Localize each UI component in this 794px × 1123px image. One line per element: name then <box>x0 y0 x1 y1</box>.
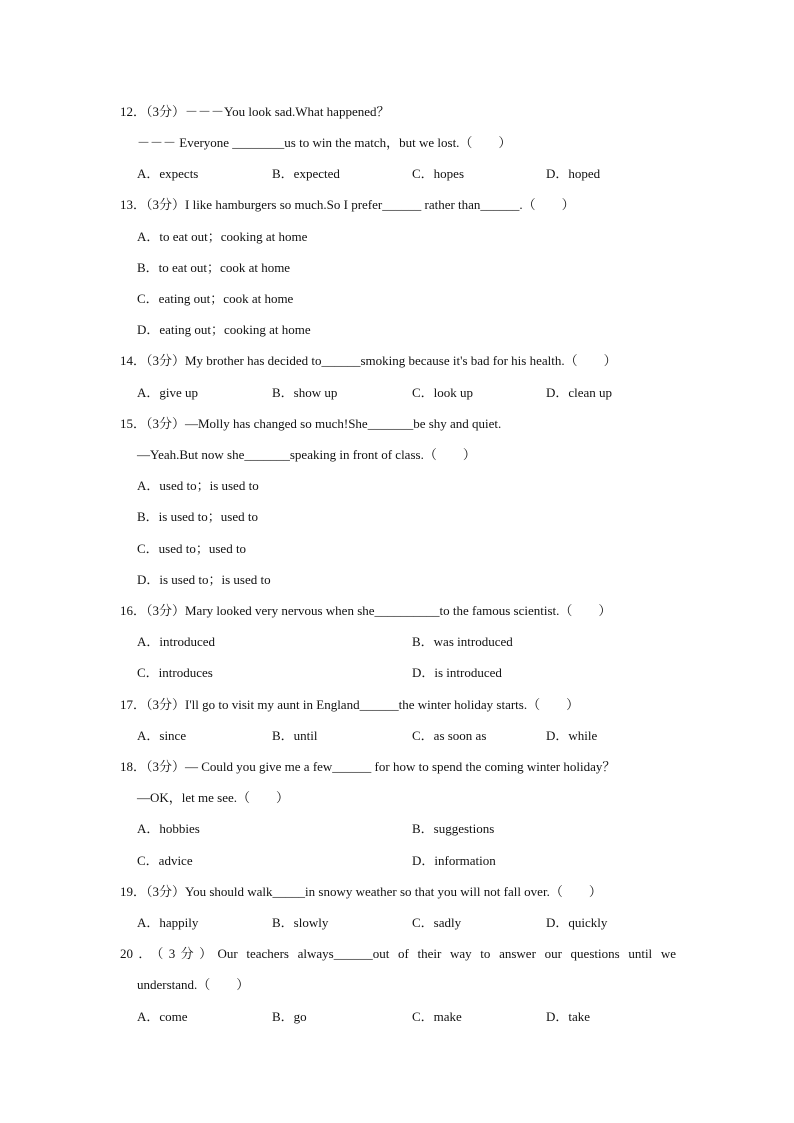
question-15-stem: 15．（3分）—Molly has changed so much!She_______be shy and quiet. <box>120 416 502 431</box>
question-14-option-a[interactable]: A．give up <box>137 385 199 400</box>
question-13-option-b[interactable]: B．to eat out；cook at home <box>137 260 291 275</box>
question-16-stem: 16．（3分）Mary looked very nervous when she__________to the famous scientist.（ ） <box>120 603 612 618</box>
question-17-option-b[interactable]: B．until <box>272 728 318 743</box>
question-20-stem-line-2: understand.（ ） <box>137 977 250 992</box>
question-12-option-b[interactable]: B．expected <box>272 166 340 181</box>
question-12-stem-line-2: －－－ Everyone ________us to win the match，but we lost.（ ） <box>137 135 512 150</box>
question-13-option-a[interactable]: A．to eat out；cooking at home <box>137 229 308 244</box>
question-16-option-b[interactable]: B．was introduced <box>412 634 513 649</box>
question-19-option-a[interactable]: A．happily <box>137 915 199 930</box>
question-15-option-c[interactable]: C．used to；used to <box>137 541 247 556</box>
question-19-option-d[interactable]: D．quickly <box>546 915 608 930</box>
question-19-option-c[interactable]: C．sadly <box>412 915 462 930</box>
question-17-option-c[interactable]: C．as soon as <box>412 728 487 743</box>
question-20-option-d[interactable]: D．take <box>546 1009 591 1024</box>
question-19-stem: 19．（3分）You should walk_____in snowy weather so that you will not fall over.（ ） <box>120 884 602 899</box>
question-13-stem: 13．（3分）I like hamburgers so much.So I prefer______ rather than______.（ ） <box>120 197 575 212</box>
question-18-option-c[interactable]: C．advice <box>137 853 193 868</box>
question-12-option-c[interactable]: C．hopes <box>412 166 465 181</box>
question-13-option-d[interactable]: D．eating out；cooking at home <box>137 322 311 337</box>
question-15-option-b[interactable]: B．is used to；used to <box>137 509 258 524</box>
question-20-option-b[interactable]: B．go <box>272 1009 307 1024</box>
question-14-option-d[interactable]: D．clean up <box>546 385 613 400</box>
question-14-option-c[interactable]: C．look up <box>412 385 474 400</box>
question-18-option-a[interactable]: A．hobbies <box>137 821 200 836</box>
question-19-option-b[interactable]: B．slowly <box>272 915 329 930</box>
question-20-option-a[interactable]: A．come <box>137 1009 188 1024</box>
question-20-option-c[interactable]: C．make <box>412 1009 462 1024</box>
question-18-option-b[interactable]: B．suggestions <box>412 821 495 836</box>
question-13-option-c[interactable]: C．eating out；cook at home <box>137 291 294 306</box>
question-12-stem: 12．（3分）－－－You look sad.What happened？ <box>120 104 390 119</box>
question-18-stem: 18．（3分）— Could you give me a few______ for how to spend the coming winter holiday？ <box>120 759 616 774</box>
question-12-option-d[interactable]: D．hoped <box>546 166 601 181</box>
question-15-option-a[interactable]: A．used to；is used to <box>137 478 259 493</box>
question-15-option-d[interactable]: D．is used to；is used to <box>137 572 271 587</box>
question-17-option-d[interactable]: D．while <box>546 728 598 743</box>
question-20-stem: 20．（3分）Our teachers always______out of their way to answer our questions until we <box>120 946 676 961</box>
question-16-option-d[interactable]: D．is introduced <box>412 665 502 680</box>
question-14-option-b[interactable]: B．show up <box>272 385 338 400</box>
question-14-stem: 14．（3分）My brother has decided to______smoking because it's bad for his health.（ ） <box>120 353 617 368</box>
question-18-stem-line-2: —OK，let me see.（ ） <box>137 790 290 805</box>
question-17-option-a[interactable]: A．since <box>137 728 187 743</box>
question-18-option-d[interactable]: D．information <box>412 853 496 868</box>
question-17-stem: 17．（3分）I'll go to visit my aunt in England______the winter holiday starts.（ ） <box>120 697 580 712</box>
question-16-option-c[interactable]: C．introduces <box>137 665 213 680</box>
question-15-stem-line-2: —Yeah.But now she_______speaking in front of class.（ ） <box>137 447 476 462</box>
question-16-option-a[interactable]: A．introduced <box>137 634 215 649</box>
question-12-option-a[interactable]: A．expects <box>137 166 199 181</box>
